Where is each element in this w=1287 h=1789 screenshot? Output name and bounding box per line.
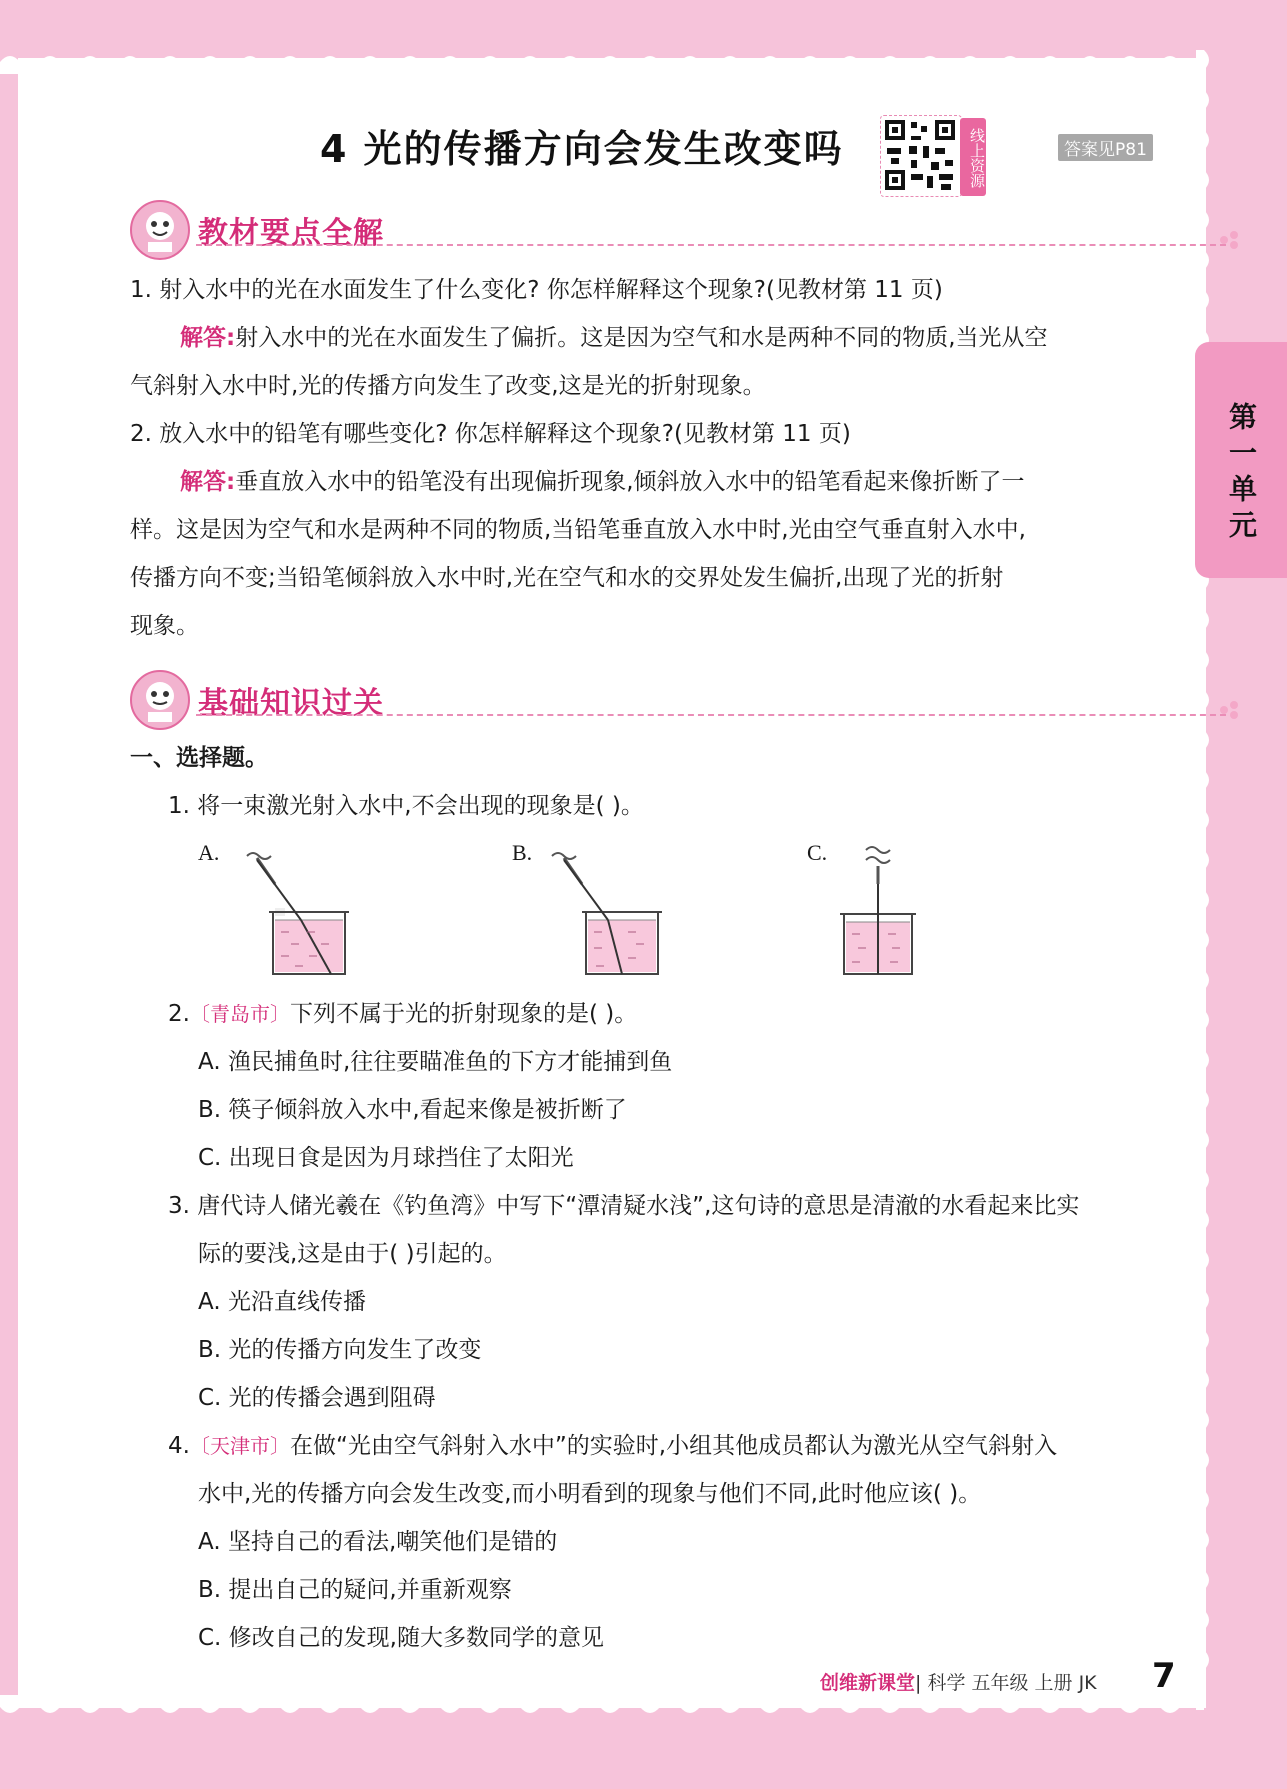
footer-info: 创维新课堂| 科学 五年级 上册 JK [820, 1672, 1097, 1694]
choice-question-1: 1. 将一束激光射入水中,不会出现的现象是( )。 [168, 793, 644, 819]
choice-question-2: 2.〔青岛市〕下列不属于光的折射现象的是( )。 [168, 1001, 638, 1027]
answer-label: 解答: [180, 469, 236, 495]
page-number: 7 [1152, 1656, 1176, 1696]
option-b-label: B. [512, 840, 533, 865]
answer-2-line4: 现象。 [130, 613, 199, 639]
q2-option-b: B. 筷子倾斜放入水中,看起来像是被折断了 [198, 1097, 627, 1123]
q2-option-c: C. 出现日食是因为月球挡住了太阳光 [198, 1145, 574, 1171]
q2-option-a: A. 渔民捕鱼时,往往要瞄准鱼的下方才能捕到鱼 [198, 1049, 673, 1075]
beaker-laser-figure-b [548, 848, 668, 980]
option-c-label: C. [807, 840, 828, 865]
part-title: 一、选择题。 [130, 745, 268, 771]
beaker-laser-figure-a [235, 848, 355, 980]
cartoon-avatar-icon [130, 200, 190, 260]
page-title: 4 光的传播方向会发生改变吗 [320, 127, 844, 171]
region-tag: 〔天津市〕 [189, 1434, 290, 1458]
answer-reference: 答案见P81 [1058, 134, 1153, 161]
answer-1-line1: 解答:射入水中的光在水面发生了偏折。这是因为空气和水是两种不同的物质,当光从空 [180, 325, 1048, 351]
answer-2-line2: 样。这是因为空气和水是两种不同的物质,当铅笔垂直放入水中时,光由空气垂直射入水中, [130, 517, 1026, 543]
cartoon-avatar-icon [130, 670, 190, 730]
unit-label: 第一单元 [1225, 402, 1258, 546]
question-1-text: 1. 射入水中的光在水面发生了什么变化? 你怎样解释这个现象?(见教材第 11 页) [130, 277, 943, 303]
online-resource-tag: 线上资源 [960, 118, 986, 196]
answer-2-line3: 传播方向不变;当铅笔倾斜放入水中时,光在空气和水的交界处发生偏折,出现了光的折射 [130, 565, 1004, 591]
wavy-border-right [1196, 50, 1218, 1710]
answer-2-line1: 解答:垂直放入水中的铅笔没有出现偏折现象,倾斜放入水中的铅笔看起来像折断了一 [180, 469, 1025, 495]
wavy-border-bottom [0, 1695, 1287, 1725]
q3-option-a: A. 光沿直线传播 [198, 1289, 366, 1315]
section-title: 教材要点全解 [198, 216, 384, 251]
choice-question-3-line1: 3. 唐代诗人储光羲在《钓鱼湾》中写下“潭清疑水浅”,这句诗的意思是清澈的水看起来比实 [168, 1193, 1080, 1219]
footer-brand: 创维新课堂 [820, 1672, 916, 1694]
beaker-laser-figure-c [838, 840, 938, 980]
qr-code-icon[interactable] [880, 115, 962, 197]
decorative-dots-icon [1218, 700, 1248, 720]
region-tag: 〔青岛市〕 [189, 1002, 290, 1026]
q4-option-b: B. 提出自己的疑问,并重新观察 [198, 1577, 512, 1603]
q4-option-c: C. 修改自己的发现,随大多数同学的意见 [198, 1625, 604, 1651]
q4-option-a: A. 坚持自己的看法,嘲笑他们是错的 [198, 1529, 558, 1555]
answer-1-line2: 气斜射入水中时,光的传播方向发生了改变,这是光的折射现象。 [130, 373, 766, 399]
question-2-text: 2. 放入水中的铅笔有哪些变化? 你怎样解释这个现象?(见教材第 11 页) [130, 421, 851, 447]
q3-option-b: B. 光的传播方向发生了改变 [198, 1337, 482, 1363]
section-title: 基础知识过关 [198, 686, 384, 721]
answer-label: 解答: [180, 325, 236, 351]
unit-side-tab [1195, 342, 1287, 578]
choice-question-4-line2: 水中,光的传播方向会发生改变,而小明看到的现象与他们不同,此时他应该( )。 [198, 1481, 982, 1507]
choice-question-3-line2: 际的要浅,这是由于( )引起的。 [198, 1241, 507, 1267]
dashed-divider [196, 244, 1226, 246]
decorative-dots-icon [1218, 230, 1248, 250]
q3-option-c: C. 光的传播会遇到阻碍 [198, 1385, 436, 1411]
option-a-label: A. [198, 840, 220, 865]
dashed-divider [196, 714, 1226, 716]
choice-question-4-line1: 4.〔天津市〕在做“光由空气斜射入水中”的实验时,小组其他成员都认为激光从空气斜射入 [168, 1433, 1058, 1459]
